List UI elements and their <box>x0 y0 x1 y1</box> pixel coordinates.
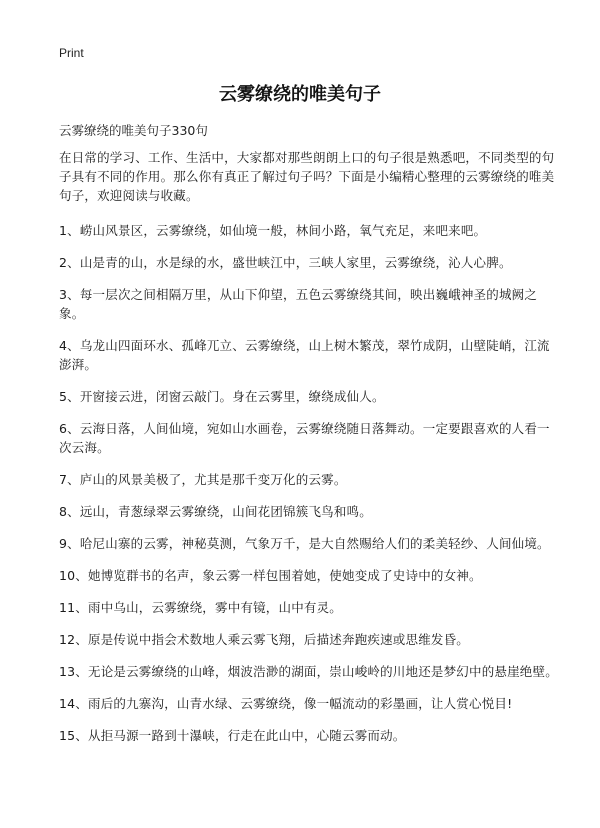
list-item: 2、山是青的山，水是绿的水，盛世峡江中，三峡人家里，云雾缭绕，沁人心脾。 <box>59 255 512 270</box>
list-item: 14、雨后的九寨沟，山青水绿、云雾缭绕，像一幅流动的彩墨画，让人赏心悦目! <box>59 696 513 711</box>
list-item: 7、庐山的风景美极了，尤其是那千变万化的云雾。 <box>59 472 347 487</box>
list-item: 1、崂山风景区，云雾缭绕，如仙境一般，林间小路，氧气充足，来吧来吧。 <box>59 223 487 238</box>
list-item: 4、乌龙山四面环水、孤峰兀立、云雾缭绕，山上树木繁茂，翠竹成阴，山壁陡峭，江流澎湃。 <box>59 338 550 372</box>
list-item: 3、每一层次之间相隔万里，从山下仰望，五色云雾缭绕其间，映出巍峨神圣的城阙之象。 <box>59 287 538 321</box>
list-item: 9、哈尼山寨的云雾，神秘莫测，气象万千，是大自然赐给人们的柔美轻纱、人间仙境。 <box>59 536 550 551</box>
list-item: 10、她博览群书的名声，象云雾一样包围着她，使她变成了史诗中的女神。 <box>59 568 482 583</box>
list-item: 8、远山，青葱绿翠云雾缭绕，山间花团锦簇飞鸟和鸣。 <box>59 504 372 519</box>
list-item: 5、开窗接云进，闭窗云敲门。身在云雾里，缭绕成仙人。 <box>59 389 385 404</box>
intro-paragraph: 在日常的学习、工作、生活中，大家都对那些朗朗上口的句子很是熟悉吧，不同类型的句子具有不同的作用。那么你有真正了解过句子吗？下面是小编精心整理的云雾缭绕的唯美句子，欢迎阅读与收藏。 <box>59 150 555 203</box>
list-item: 15、从拒马源一路到十瀑峡，行走在此山中，心随云雾而动。 <box>59 728 406 743</box>
page-title: 云雾缭绕的唯美句子 <box>219 84 381 105</box>
list-item: 11、雨中乌山，云雾缭绕，雾中有镜，山中有灵。 <box>59 600 343 615</box>
list-item: 6、云海日落，人间仙境，宛如山水画卷，云雾缭绕随日落舞动。一定要跟喜欢的人看一次云海。 <box>59 421 550 455</box>
list-item: 13、无论是云雾缭绕的山峰，烟波浩渺的湖面，崇山峻岭的川地还是梦幻中的悬崖绝壁。 <box>59 664 558 679</box>
article-body <box>59 148 559 758</box>
print-link[interactable]: Print <box>59 46 84 60</box>
page-subtitle: 云雾缭绕的唯美句子330句 <box>59 123 208 138</box>
list-item: 12、原是传说中指会术数地人乘云雾飞翔，后描述奔跑疾速或思维发昏。 <box>59 632 470 647</box>
